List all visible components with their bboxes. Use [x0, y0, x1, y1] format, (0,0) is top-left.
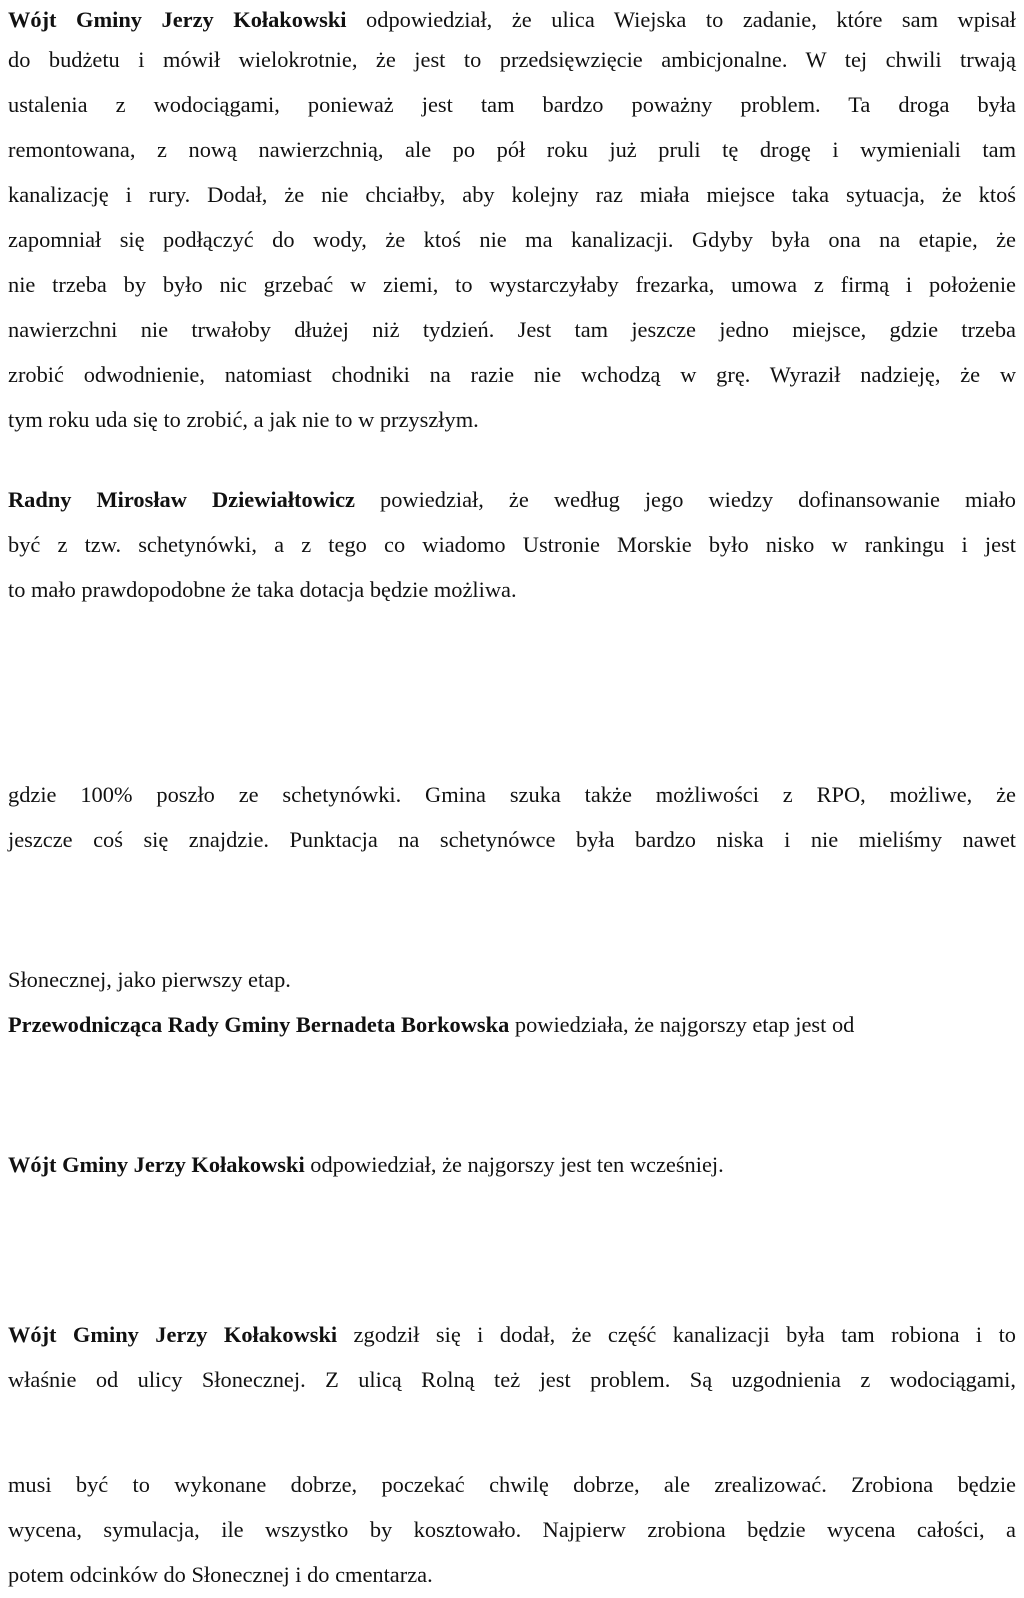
- text-line: [8, 486, 1016, 514]
- text-line: kanalizację i rury. Dodał, że nie chciałby, aby kolejny raz miała miejsce taka sytuacja, że ktoś: [8, 182, 1016, 207]
- text-line: nawierzchni nie trwałoby dłużej niż tydzień. Jest tam jeszcze jedno miejsce, gdzie trzeba: [8, 317, 1016, 342]
- line-text: zgodził się i dodał, że część kanalizacji była tam robiona i to: [337, 1322, 1016, 1347]
- text-line: do budżetu i mówił wielokrotnie, że jest to przedsięwzięcie ambicjonalne. W tej chwili trwają: [8, 47, 1016, 72]
- text-line: ustalenia z wodociągami, ponieważ jest tam bardzo poważny problem. Ta droga była: [8, 92, 1016, 117]
- text-line: właśnie od ulicy Słonecznej. Z ulicą Rolną też jest problem. Są uzgodnienia z wodociągami,: [8, 1367, 1016, 1392]
- text-line: gdzie 100% poszło ze schetynówki. Gmina szuka także możliwości z RPO, możliwe, że: [8, 782, 1016, 807]
- text-line: zrobić odwodnienie, natomiast chodniki na razie nie wchodzą w grę. Wyraził nadzieję, że w: [8, 362, 1016, 387]
- speaker-name: Wójt Gminy Jerzy Kołakowski: [8, 1152, 305, 1177]
- text-line: to mało prawdopodobne że taka dotacja będzie możliwa.: [8, 577, 517, 602]
- text-line: [8, 1011, 1016, 1039]
- speaker-name: Wójt Gminy Jerzy Kołakowski: [8, 1322, 338, 1347]
- text-line: zapomniał się podłączyć do wody, że ktoś nie ma kanalizacji. Gdyby była ona na etapie, że: [8, 227, 1016, 252]
- text-line: [8, 6, 1016, 34]
- text-line: jeszcze coś się znajdzie. Punktacja na schetynówce była bardzo niska i nie mieliśmy nawet: [8, 827, 1016, 852]
- text-line: potem odcinków do Słonecznej i do cmentarza.: [8, 1562, 433, 1587]
- text-line: musi być to wykonane dobrze, poczekać chwilę dobrze, ale zrealizować. Zrobiona będzie: [8, 1472, 1016, 1497]
- text-line: remontowana, z nową nawierzchnią, ale po pół roku już pruli tę drogę i wymieniali tam: [8, 137, 1016, 162]
- text-line: Słonecznej, jako pierwszy etap.: [8, 967, 291, 992]
- speaker-name: Przewodnicząca Rady Gminy Bernadeta Borkowska: [8, 1012, 510, 1037]
- text-line: być z tzw. schetynówki, a z tego co wiadomo Ustronie Morskie było nisko w rankingu i jest: [8, 532, 1016, 557]
- text-line: nie trzeba by było nic grzebać w ziemi, to wystarczyłaby frezarka, umowa z firmą i położenie: [8, 272, 1016, 297]
- line-text: odpowiedział, że ulica Wiejska to zadanie, które sam wpisał: [346, 7, 1016, 32]
- speaker-name: Radny Mirosław Dziewiałtowicz: [8, 487, 355, 512]
- text-line: [8, 1151, 1016, 1179]
- line-text: powiedziała, że najgorszy etap jest od: [509, 1012, 855, 1037]
- text-line: [8, 1321, 1016, 1349]
- line-text: powiedział, że według jego wiedzy dofinansowanie miało: [354, 487, 1016, 512]
- text-line: wycena, symulacja, ile wszystko by kosztowało. Najpierw zrobiona będzie wycena całości, a: [8, 1517, 1016, 1542]
- line-text: odpowiedział, że najgorszy jest ten wcześniej.: [304, 1152, 724, 1177]
- text-line: tym roku uda się to zrobić, a jak nie to w przyszłym.: [8, 407, 479, 432]
- speaker-name: Wójt Gminy Jerzy Kołakowski: [8, 7, 347, 32]
